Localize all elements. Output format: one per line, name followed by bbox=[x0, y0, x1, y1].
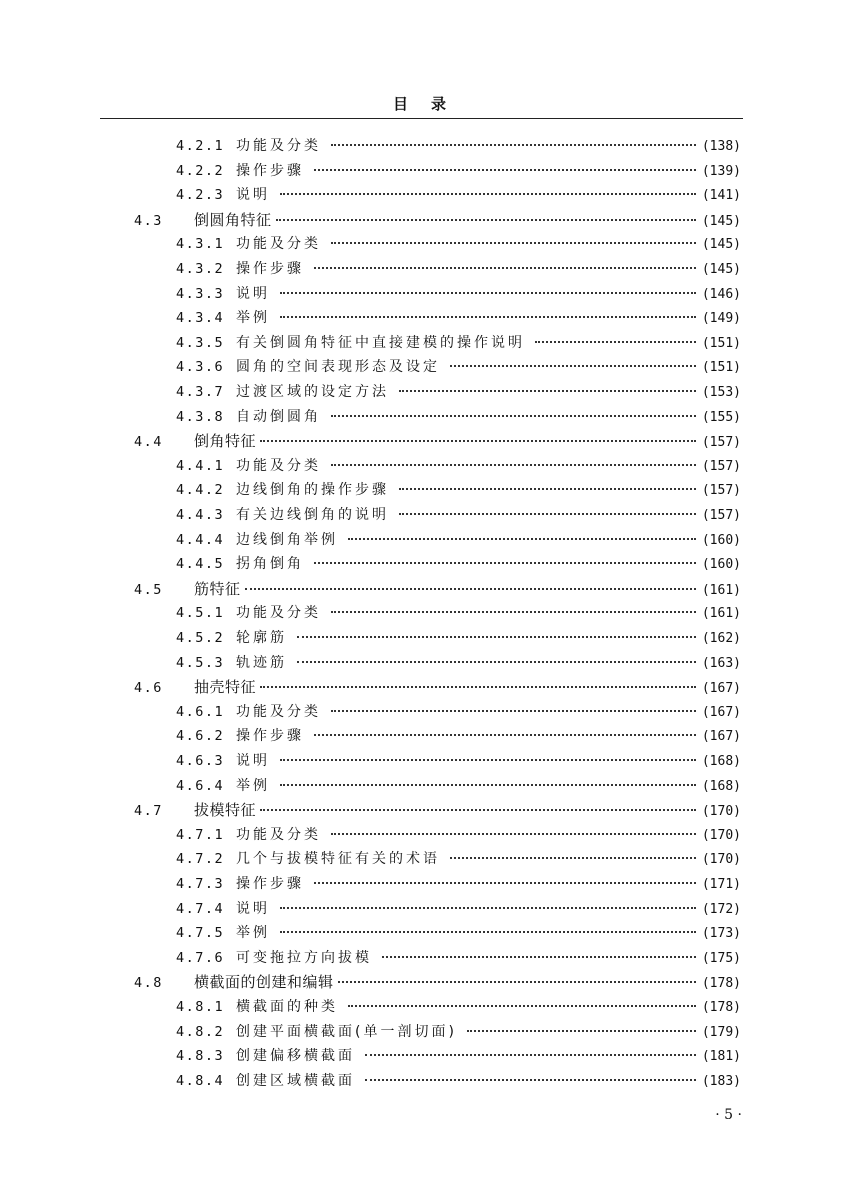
dot-leader bbox=[331, 709, 696, 712]
toc-entry-title: 横截面的创建和编辑 bbox=[194, 973, 334, 992]
toc-subsection-entry bbox=[176, 257, 741, 282]
toc-subsection-entry bbox=[176, 995, 741, 1020]
dot-leader bbox=[348, 537, 696, 540]
toc-subsection-entry bbox=[176, 700, 741, 725]
toc-entry-title: 过渡区域的设定方法 bbox=[236, 384, 389, 400]
dot-leader bbox=[314, 266, 696, 269]
dot-leader bbox=[260, 685, 696, 688]
toc-entry-title: 功能及分类 bbox=[236, 826, 321, 843]
toc-entry-number: 4.2.1 bbox=[176, 138, 225, 154]
toc-subsection-entry bbox=[176, 872, 741, 897]
toc-subsection-entry bbox=[176, 921, 741, 946]
toc-subsection-entry bbox=[176, 380, 741, 405]
toc-entry-title: 功能及分类 bbox=[236, 236, 321, 253]
toc-entry-page: (178) bbox=[701, 1000, 741, 1015]
toc-subsection-entry bbox=[176, 183, 741, 208]
toc-entry-title: 创建平面横截面(单一剖切面) bbox=[236, 1023, 457, 1040]
toc-section-entry bbox=[134, 970, 741, 995]
toc-subsection-entry bbox=[176, 282, 741, 307]
dot-leader bbox=[280, 315, 696, 318]
toc-entry-title: 操作步骤 bbox=[236, 162, 304, 179]
toc-entry-title: 倒圆角特征 bbox=[194, 210, 272, 229]
toc-subsection-entry bbox=[176, 897, 741, 922]
toc-subsection-entry bbox=[176, 946, 741, 971]
toc-entry-number: 4.7 bbox=[134, 803, 163, 820]
toc-entry-title: 边线倒角举例 bbox=[236, 531, 338, 548]
toc-entry-page: (179) bbox=[701, 1024, 741, 1040]
toc-subsection-entry bbox=[176, 232, 741, 257]
toc-entry-number: 4.7.3 bbox=[176, 876, 225, 892]
dot-leader bbox=[365, 1053, 696, 1056]
toc-entry-title: 说明 bbox=[236, 753, 270, 769]
toc-subsection-entry bbox=[176, 724, 741, 749]
toc-entry-title: 拐角倒角 bbox=[236, 556, 304, 573]
toc-entry-number: 4.3.1 bbox=[176, 236, 225, 253]
toc-section-entry bbox=[134, 577, 741, 602]
toc-entry-title: 轮廓筋 bbox=[236, 630, 287, 646]
toc-entry-title: 拔模特征 bbox=[194, 801, 257, 820]
toc-entry-title: 功能及分类 bbox=[236, 703, 321, 720]
toc-entry-page: (138) bbox=[701, 139, 741, 154]
toc-entry-number: 4.8 bbox=[134, 975, 163, 992]
toc-entry-number: 4.3.7 bbox=[176, 384, 225, 400]
page-header bbox=[100, 88, 743, 119]
dot-leader bbox=[314, 168, 696, 171]
dot-leader bbox=[260, 808, 696, 811]
toc-subsection-entry bbox=[176, 749, 741, 774]
toc-entry-title: 几个与拔模特征有关的术语 bbox=[236, 851, 440, 868]
dot-leader bbox=[535, 340, 696, 343]
toc-entry-number: 4.6.4 bbox=[176, 777, 225, 794]
toc-entry-number: 4.3.8 bbox=[176, 408, 225, 425]
toc-entry-title: 举例 bbox=[236, 777, 270, 794]
toc-entry-page: (141) bbox=[701, 188, 741, 204]
page-number: · 5 · bbox=[715, 1107, 742, 1123]
toc-entry-page: (172) bbox=[701, 901, 741, 917]
toc-subsection-entry bbox=[176, 1044, 741, 1069]
toc-entry-number: 4.4.2 bbox=[176, 482, 225, 499]
toc-entry-page: (168) bbox=[701, 778, 741, 794]
toc-entry-page: (155) bbox=[701, 409, 741, 425]
toc-entry-number: 4.3 bbox=[134, 212, 163, 229]
toc-subsection-entry bbox=[176, 306, 741, 331]
dot-leader bbox=[399, 389, 696, 392]
toc-subsection-entry bbox=[176, 823, 741, 848]
toc-subsection-entry bbox=[176, 552, 741, 577]
toc-subsection-entry bbox=[176, 331, 741, 356]
toc-entry-title: 边线倒角的操作步骤 bbox=[236, 482, 389, 499]
dot-leader bbox=[399, 512, 696, 515]
toc-entry-title: 筋特征 bbox=[194, 579, 241, 598]
toc-entry-number: 4.5 bbox=[134, 581, 163, 598]
dot-leader bbox=[331, 143, 696, 146]
toc-entry-page: (168) bbox=[701, 754, 741, 769]
dot-leader bbox=[280, 291, 696, 294]
toc-entry-title: 有关倒圆角特征中直接建模的操作说明 bbox=[236, 334, 525, 351]
toc-section-entry bbox=[134, 798, 741, 823]
toc-entry-title: 有关边线倒角的说明 bbox=[236, 507, 389, 523]
dot-leader bbox=[280, 758, 696, 761]
dot-leader bbox=[338, 980, 696, 983]
toc-entry-page: (157) bbox=[701, 458, 741, 474]
toc-entry-page: (162) bbox=[701, 631, 741, 646]
dot-leader bbox=[331, 414, 696, 417]
toc-entry-title: 功能及分类 bbox=[236, 605, 321, 622]
toc-entry-number: 4.6.1 bbox=[176, 703, 225, 720]
toc-entry-number: 4.8.1 bbox=[176, 999, 225, 1015]
dot-leader bbox=[297, 660, 696, 663]
dot-leader bbox=[331, 832, 696, 835]
toc-entry-title: 倒角特征 bbox=[194, 432, 257, 451]
toc-subsection-entry bbox=[176, 1069, 741, 1094]
dot-leader bbox=[450, 364, 696, 367]
toc-entry-number: 4.3.3 bbox=[176, 285, 225, 302]
toc-entry-number: 4.5.3 bbox=[176, 654, 225, 671]
dot-leader bbox=[331, 610, 696, 613]
toc-entry-title: 说明 bbox=[236, 900, 270, 917]
toc-entry-title: 创建偏移横截面 bbox=[236, 1048, 355, 1065]
toc-entry-page: (160) bbox=[701, 557, 741, 573]
toc-entry-page: (157) bbox=[701, 435, 741, 451]
toc-entry-page: (175) bbox=[701, 950, 741, 966]
toc-subsection-entry bbox=[176, 355, 741, 380]
dot-leader bbox=[331, 463, 696, 466]
toc-entry-number: 4.4.5 bbox=[176, 556, 225, 573]
toc-entry-page: (139) bbox=[701, 163, 741, 179]
toc-entry-number: 4.2.2 bbox=[176, 162, 225, 179]
toc-subsection-entry bbox=[176, 626, 741, 651]
toc-subsection-entry bbox=[176, 134, 741, 159]
toc-entry-page: (161) bbox=[701, 582, 741, 598]
toc-entry-title: 说明 bbox=[236, 285, 270, 302]
dot-leader bbox=[280, 192, 696, 195]
toc-entry-page: (146) bbox=[701, 286, 741, 302]
toc-subsection-entry bbox=[176, 774, 741, 799]
toc-section-entry bbox=[134, 208, 741, 233]
toc-entry-page: (145) bbox=[701, 213, 741, 229]
toc-entry-page: (163) bbox=[701, 655, 741, 671]
toc-entry-number: 4.4.4 bbox=[176, 531, 225, 548]
dot-leader bbox=[245, 587, 696, 590]
dot-leader bbox=[260, 439, 696, 442]
toc-entry-title: 功能及分类 bbox=[236, 457, 321, 474]
toc-subsection-entry bbox=[176, 159, 741, 184]
toc-subsection-entry bbox=[176, 847, 741, 872]
toc-entry-number: 4.2.3 bbox=[176, 187, 225, 204]
toc-entry-page: (170) bbox=[701, 804, 741, 820]
toc-entry-number: 4.7.5 bbox=[176, 925, 225, 942]
toc-entry-page: (161) bbox=[701, 606, 741, 622]
toc-entry-number: 4.6.2 bbox=[176, 728, 225, 745]
toc-entry-page: (170) bbox=[701, 852, 741, 868]
toc-entry-title: 抽壳特征 bbox=[194, 678, 257, 697]
toc-entry-number: 4.7.2 bbox=[176, 851, 225, 868]
toc-entry-number: 4.7.6 bbox=[176, 949, 225, 966]
toc-entry-number: 4.3.6 bbox=[176, 359, 225, 376]
toc-entry-number: 4.3.2 bbox=[176, 261, 225, 277]
toc-entry-number: 4.5.1 bbox=[176, 605, 225, 622]
toc-entry-title: 说明 bbox=[236, 187, 270, 204]
toc-entry-page: (153) bbox=[701, 385, 741, 400]
toc-entry-title: 圆角的空间表现形态及设定 bbox=[236, 359, 440, 376]
toc-entry-title: 可变拖拉方向拔模 bbox=[236, 949, 372, 966]
toc-entry-page: (149) bbox=[701, 311, 741, 327]
toc-entry-page: (160) bbox=[701, 532, 741, 548]
toc-entry-page: (167) bbox=[701, 704, 741, 720]
dot-leader bbox=[314, 561, 696, 564]
toc-entry-page: (151) bbox=[701, 360, 741, 376]
toc-entry-title: 操作步骤 bbox=[236, 876, 304, 892]
toc-subsection-entry bbox=[176, 503, 741, 528]
toc-entry-number: 4.6.3 bbox=[176, 753, 225, 769]
toc-entry-number: 4.7.4 bbox=[176, 900, 225, 917]
toc-section-entry bbox=[134, 675, 741, 700]
toc-entry-number: 4.6 bbox=[134, 680, 163, 697]
toc-subsection-entry bbox=[176, 405, 741, 430]
dot-leader bbox=[467, 1029, 696, 1032]
toc-entry-number: 4.3.4 bbox=[176, 310, 225, 327]
toc-entry-page: (145) bbox=[701, 237, 741, 253]
toc-subsection-entry bbox=[176, 1020, 741, 1045]
dot-leader bbox=[280, 930, 696, 933]
toc-entry-page: (157) bbox=[701, 483, 741, 499]
toc-entry-number: 4.7.1 bbox=[176, 826, 225, 843]
toc-entry-number: 4.4.3 bbox=[176, 507, 225, 523]
toc-entry-title: 操作步骤 bbox=[236, 261, 304, 277]
dot-leader bbox=[399, 487, 696, 490]
page-title: 目 录 bbox=[392, 95, 450, 113]
dot-leader bbox=[450, 856, 696, 859]
toc-subsection-entry bbox=[176, 478, 741, 503]
toc-subsection-entry bbox=[176, 454, 741, 479]
toc-entry-title: 轨迹筋 bbox=[236, 654, 287, 671]
toc-entry-title: 操作步骤 bbox=[236, 728, 304, 745]
toc-entry-page: (173) bbox=[701, 926, 741, 942]
dot-leader bbox=[314, 733, 696, 736]
toc-entry-page: (151) bbox=[701, 335, 741, 351]
toc-subsection-entry bbox=[176, 651, 741, 676]
dot-leader bbox=[280, 906, 696, 909]
dot-leader bbox=[314, 881, 696, 884]
toc-entry-title: 举例 bbox=[236, 925, 270, 942]
toc-entry-page: (157) bbox=[701, 508, 741, 523]
dot-leader bbox=[331, 241, 696, 244]
dot-leader bbox=[276, 218, 696, 221]
toc-subsection-entry bbox=[176, 601, 741, 626]
toc-entry-page: (170) bbox=[701, 827, 741, 843]
toc-subsection-entry bbox=[176, 528, 741, 553]
toc-entry-page: (181) bbox=[701, 1049, 741, 1065]
dot-leader bbox=[348, 1004, 696, 1007]
toc-entry-title: 举例 bbox=[236, 310, 270, 327]
toc-entry-page: (171) bbox=[701, 877, 741, 892]
toc-entry-number: 4.8.3 bbox=[176, 1048, 225, 1065]
dot-leader bbox=[280, 783, 696, 786]
toc-entry-title: 功能及分类 bbox=[236, 138, 321, 154]
toc-entry-number: 4.8.2 bbox=[176, 1023, 225, 1040]
toc-entry-number: 4.5.2 bbox=[176, 630, 225, 646]
toc-entry-number: 4.8.4 bbox=[176, 1072, 225, 1089]
toc-entry-page: (167) bbox=[701, 729, 741, 745]
dot-leader bbox=[382, 955, 696, 958]
toc-entry-number: 4.3.5 bbox=[176, 334, 225, 351]
toc-entry-number: 4.4 bbox=[134, 434, 163, 451]
toc-entry-page: (183) bbox=[701, 1073, 741, 1089]
toc-entry-page: (178) bbox=[701, 976, 741, 992]
toc-entry-title: 创建区域横截面 bbox=[236, 1072, 355, 1089]
toc-entry-page: (145) bbox=[701, 262, 741, 277]
dot-leader bbox=[365, 1078, 696, 1081]
toc-section-entry bbox=[134, 429, 741, 454]
dot-leader bbox=[297, 635, 696, 638]
toc-entry-page: (167) bbox=[701, 681, 741, 697]
toc-entry-title: 自动倒圆角 bbox=[236, 408, 321, 425]
toc-entry-number: 4.4.1 bbox=[176, 457, 225, 474]
toc-entry-title: 横截面的种类 bbox=[236, 999, 338, 1015]
